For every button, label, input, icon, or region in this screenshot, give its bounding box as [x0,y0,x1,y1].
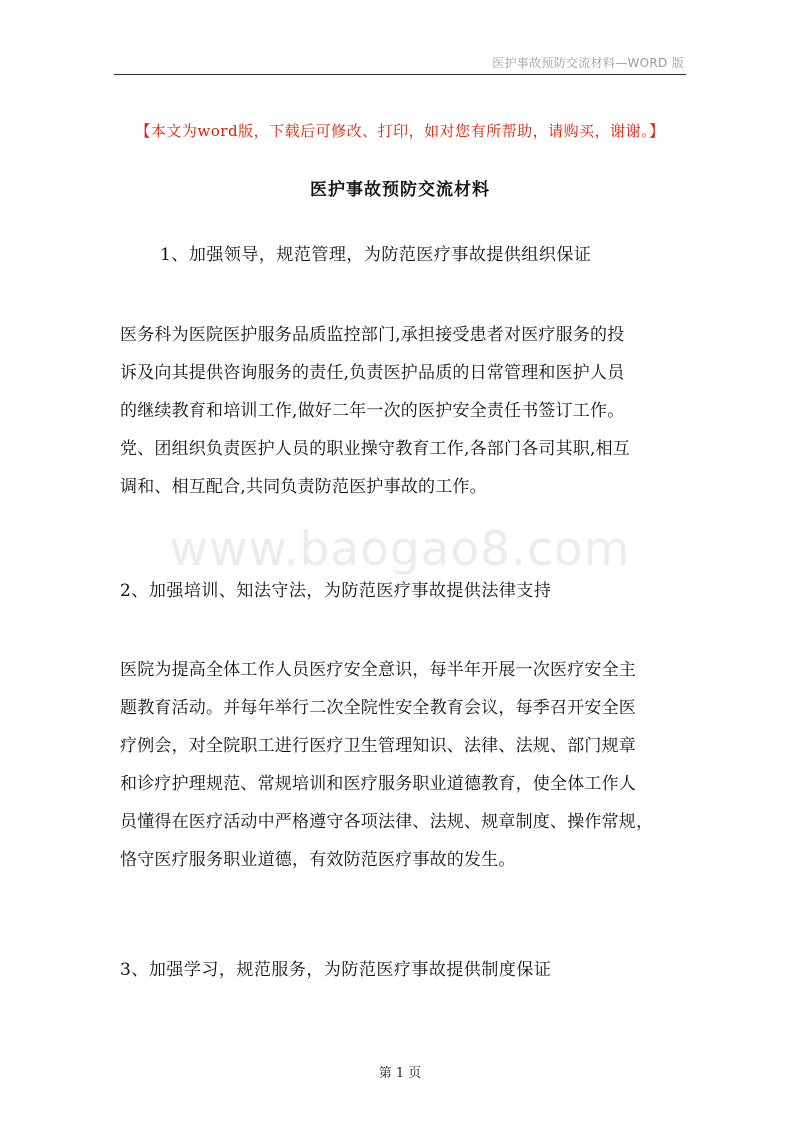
document-title: 医护事故预防交流材料 [310,180,490,200]
header-divider [114,74,686,75]
paragraph-line: 诉及向其提供咨询服务的责任,负责医护品质的日常管理和医护人员 [120,363,625,383]
paragraph-line: 调和、相互配合,共同负责防范医护事故的工作。 [120,477,487,497]
paragraph-line: 题教育活动。并每年举行二次全院性安全教育会议，每季召开安全医 [120,698,636,718]
section-heading-3: 3、加强学习，规范服务，为防范医疗事故提供制度保证 [120,960,552,980]
section-heading-2: 2、加强培训、知法守法，为防范医疗事故提供法律支持 [120,581,552,601]
paragraph-line: 疗例会，对全院职工进行医疗卫生管理知识、法律、法规、部门规章 [120,736,636,756]
paragraph-line: 的继续教育和培训工作,做好二年一次的医护安全责任书签订工作。 [120,401,625,421]
paragraph-line: 医院为提高全体工作人员医疗安全意识，每半年开展一次医疗安全主 [120,660,636,680]
page-number: 第 1 页 [378,1066,422,1081]
section-heading-1: 1、加强领导，规范管理，为防范医疗事故提供组织保证 [160,245,592,265]
site-watermark: www.baogao8.com [169,522,631,577]
section-1-paragraph [120,316,686,506]
paragraph-line: 和诊疗护理规范、常规培训和医疗服务职业道德教育，使全体工作人 [120,774,636,794]
paragraph-line: 党、团组织负责医护人员的职业操守教育工作,各部门各司其职,相互 [120,439,631,459]
paragraph-line: 恪守医疗服务职业道德，有效防范医疗事故的发生。 [120,850,516,870]
section-2-paragraph [120,651,686,879]
paragraph-line: 员懂得在医疗活动中严格遵守各项法律、法规、规章制度、操作常规， [120,812,654,832]
running-header: 医护事故预防交流材料—WORD 版 [492,56,684,70]
paragraph-line: 医务科为医院医护服务品质监控部门,承担接受患者对医疗服务的投 [120,325,625,345]
purchase-notice: 【本文为word版，下载后可修改、打印，如对您有所帮助，请购买，谢谢。】 [135,122,665,140]
